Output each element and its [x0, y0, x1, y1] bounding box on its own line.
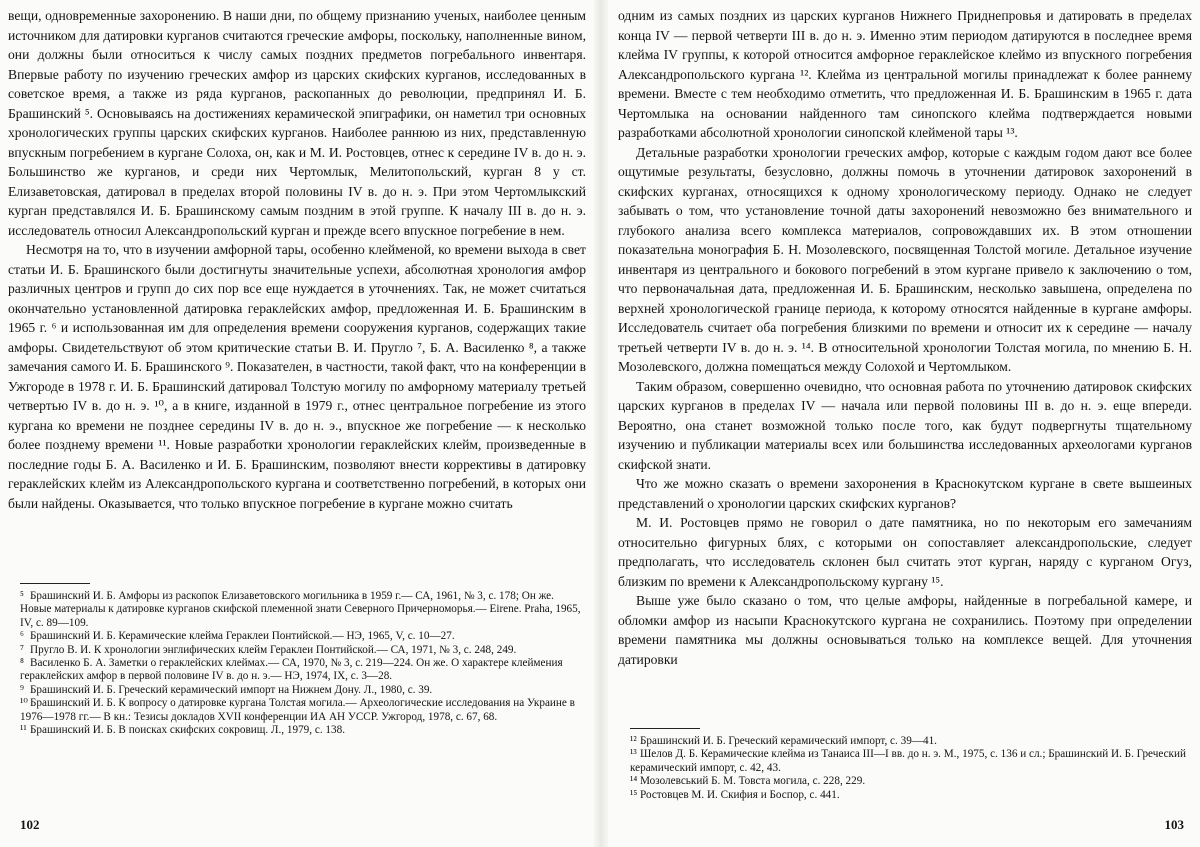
footnote [20, 684, 586, 697]
footnote-number: ¹³ [630, 748, 637, 761]
footnote-number: ⁹ [20, 683, 24, 696]
left-page-body [8, 6, 586, 513]
footnotes [618, 735, 1192, 802]
footnote [630, 775, 1192, 788]
footnote-divider [20, 583, 90, 584]
footnote [630, 748, 1192, 775]
footnote-divider [630, 728, 700, 729]
page-number: 103 [1164, 817, 1184, 832]
footnote [630, 789, 1192, 802]
left-page [8, 0, 586, 847]
footnote-number: ¹⁰ [20, 697, 28, 710]
footnote-number: ¹² [630, 735, 637, 747]
footnote [20, 644, 586, 657]
footnote [20, 724, 586, 737]
footnotes [8, 590, 586, 737]
footnote-number: ¹⁵ [630, 788, 638, 801]
paragraph: вещи, одновременные захоронению. В наши дни, по общему признанию ученых, наиболее ценным источником для датировки курганов считаются греческие амфоры, поскольку, наполненные вином, они должны были относиться к числу самых поздних предметов погребального инвентаря. Впервые работу по изучению греческих амфор из царских скифских курганов, исследованных в советское время, а также из ряда курганов, раскопанных до революции, предпринял И. Б. Брашинский ⁵. Основываясь на достижениях керамической эпиграфики, он наметил три основных хронологических группы царских скифских курганов. Наиболее раннюю из них, представленную впускным погребением в кургане Солоха, он, как и М. И. Ростовцев, отнес к середине IV в. до н. э. Большинство же курганов, и среди них Чертомлык, Мелитопольский, курган 8 у ст. Елизаветовская, датировал в пределах второй половины IV в. до н. э. При этом Чертомлыкский курган представлялся И. Б. Брашинскому самым поздним в этой группе. К началу III в. до н. э. исследователь относил Александропольский курган и прежде всего впускное погребение в нем. [8, 8, 586, 238]
footnote-text: Брашинский И. Б. Греческий керамический импорт на Нижнем Дону. Л., 1980, с. 39. [30, 683, 433, 696]
paragraph: Детальные разработки хронологии греческих амфор, которые с каждым годом дают все более ощутимые результаты, безусловно, должны помочь в уточнении датировок захоронений в скифских курганах, относящихся к одному хронологическому периоду. Однако не следует забывать о том, что установление точной даты захоронений невозможно без внимательного и глубокого анализа всего комплекса материалов, сопровождавших их. В этом отношении показательна монография Б. Н. Мозолевского, посвященная Толстой могиле. Детальное изучение инвентаря из центрального и бокового погребений в этом кургане привело к заключению о том, что первоначальная дата, предложенная И. Б. Брашинским, несколько завышена, определена по верхней хронологической границе периода, к которому относятся найденные в кургане амфоры. Исследователь считает оба погребения близкими по времени и относит их к середине — началу третьей четверти IV в. до н. э. ¹⁴. В относительной хронологии Толстая могила, по мнению Б. Н. Мозолевского, должна помещаться между Солохой и Чертомлыком. [618, 144, 1192, 374]
footnote [20, 657, 586, 684]
footnote-number: ¹¹ [20, 724, 27, 737]
footnote-number: ¹⁴ [630, 775, 638, 788]
footnote-text: Брашинский И. Б. Керамические клейма Гераклеи Понтийской.— НЭ, 1965, V, с. 10—27. [30, 630, 455, 643]
footnote-text: Мозолевський Б. М. Товста могила, с. 228, 229. [640, 775, 866, 788]
footnote [20, 590, 586, 630]
footnote-text: Брашинский И. Б. К вопросу о датировке кургана Толстая могила.— Археологические исследования на Украине в 1976—1978 гг.— В кн.: Тезисы докладов XVII конференции ИА АН УССР. Ужгород, 1978, с. 67, 68. [20, 697, 575, 723]
paragraph: Таким образом, совершенно очевидно, что основная работа по уточнению датировок скифских царских курганов в пределах IV — начала или первой половины III в. до н. э. еще впереди. Вероятно, она станет возможной только после того, как будут подвергнуты тщательному изучению и публикации материалы всех или большинства исследованных археологами курганов скифской знати. [618, 378, 1192, 472]
footnote-text: Брашинский И. Б. Амфоры из раскопок Елизаветовского могильника в 1959 г.— СА, 1961, № 3, с. 178; Он же. Новые материалы к датировке курганов скифской племенной знати Северного Причерноморья.— Eirene. Praha, 1965, IV, с. 89—109. [20, 590, 581, 629]
footnote [630, 735, 1192, 748]
paragraph: одним из самых поздних из царских курганов Нижнего Приднепровья и датировать в пределах конца IV — первой четверти III в. до н. э. Именно этим периодом датируются в последнее время клейма IV группы, к которой относится амфорное гераклейское клеймо из впускного погребения Александропольского кургана ¹². Клейма из центральной могилы принадлежат к более раннему времени. Вместе с тем необходимо отметить, что предложенная И. Б. Брашинским в 1965 г. дата Чертомлыка на основании найденного там синопского клейма подтверждается новыми разработками абсолютной хронологии синопской клейменой тары ¹³. [618, 8, 1192, 140]
footnote-number: ⁸ [20, 657, 24, 670]
footnote [20, 697, 586, 724]
paragraph: Выше уже было сказано о том, что целые амфоры, найденные в погребальной камере, и обломки амфор из насыпи Краснокутского кургана не сохранились. Поэтому при определении времени памятника мы должны основываться только на комплексе вещей. Для уточнения датировки [618, 593, 1192, 667]
book-gutter [594, 0, 608, 847]
paragraph: Что же можно сказать о времени захоронения в Краснокутском кургане в свете вышеиных представлений о хронологии царских скифских курганов? [618, 476, 1192, 511]
footnote-text: Пругло В. И. К хронологии энглифических клейм Гераклеи Понтийской.— СА, 1971, № 3, с. 248, 249. [30, 643, 517, 656]
footnote [20, 630, 586, 643]
page-number: 102 [20, 817, 40, 832]
footnote-number: ⁶ [20, 630, 24, 643]
footnote-text: Ростовцев М. И. Скифия и Боспор, с. 441. [640, 788, 840, 801]
footnote-text: Брашинский И. Б. В поисках скифских сокровищ. Л., 1979, с. 138. [30, 724, 346, 737]
footnote-number: ⁷ [20, 643, 24, 656]
paragraph: М. И. Ростовцев прямо не говорил о дате памятника, но по некоторым его замечаниям относительно фигурных блях, с которыми он сопоставляет александропольские, следует предполагать, что исследователь склонен был считать этот курган, наряду с курганом Огуз, близким по времени к Александропольскому кургану ¹⁵. [618, 515, 1192, 589]
footnote-number: ⁵ [20, 590, 24, 602]
footnote-text: Василенко Б. А. Заметки о гераклейских клеймах.— СА, 1970, № 3, с. 219—224. Он же. О характере клеймения гераклейских амфор в первой половине IV в. до н. э.— НЭ, 1974, IX, с. 3—28. [20, 657, 563, 683]
right-page-body [618, 6, 1192, 669]
footnote-text: Шелов Д. Б. Керамические клейма из Танаиса III—I вв. до н. э. М., 1975, с. 136 и сл.; Брашинский И. Б. Греческий керамический импорт, с. 42, 43. [630, 748, 1186, 774]
footnote-text: Брашинский И. Б. Греческий керамический импорт, с. 39—41. [640, 735, 937, 747]
paragraph: Несмотря на то, что в изучении амфорной тары, особенно клейменой, ко времени выхода в свет статьи И. Б. Брашинского были достигнуты значительные успехи, абсолютная хронология амфор различных центров и групп до сих пор все еще нуждается в уточнениях. Так, не может считаться окончательно установленной датировка гераклейских амфор, предложенная И. Б. Брашинским в 1965 г. ⁶ и использованная им для определения времени сооружения курганов, содержащих такие амфоры. Свидетельствуют об этом критические статьи В. И. Пругло ⁷, Б. А. Василенко ⁸, а также замечания самого И. Б. Брашинского ⁹. Показателен, в частности, такой факт, что на конференции в Ужгороде в 1978 г. И. Б. Брашинский датировал Толстую могилу по амфорному материалу третьей четвертью IV в. до н. э. ¹⁰, а в книге, изданной в 1979 г., отнес центральное погребение из этого кургана ко времени не позднее середины IV в. до н. э., впускное же погребение — к несколько более позднему времени ¹¹. Новые разработки хронологии гераклейских клейм, произведенные в последние годы Б. А. Василенко и И. Б. Брашинским, позволяют внести коррективы в датировку гераклейских клейм из Александропольского кургана и соответственно погребений, в которых они были найдены. Оказывается, что только впускное погребение в кургане можно считать [8, 242, 586, 511]
right-page [618, 0, 1192, 847]
